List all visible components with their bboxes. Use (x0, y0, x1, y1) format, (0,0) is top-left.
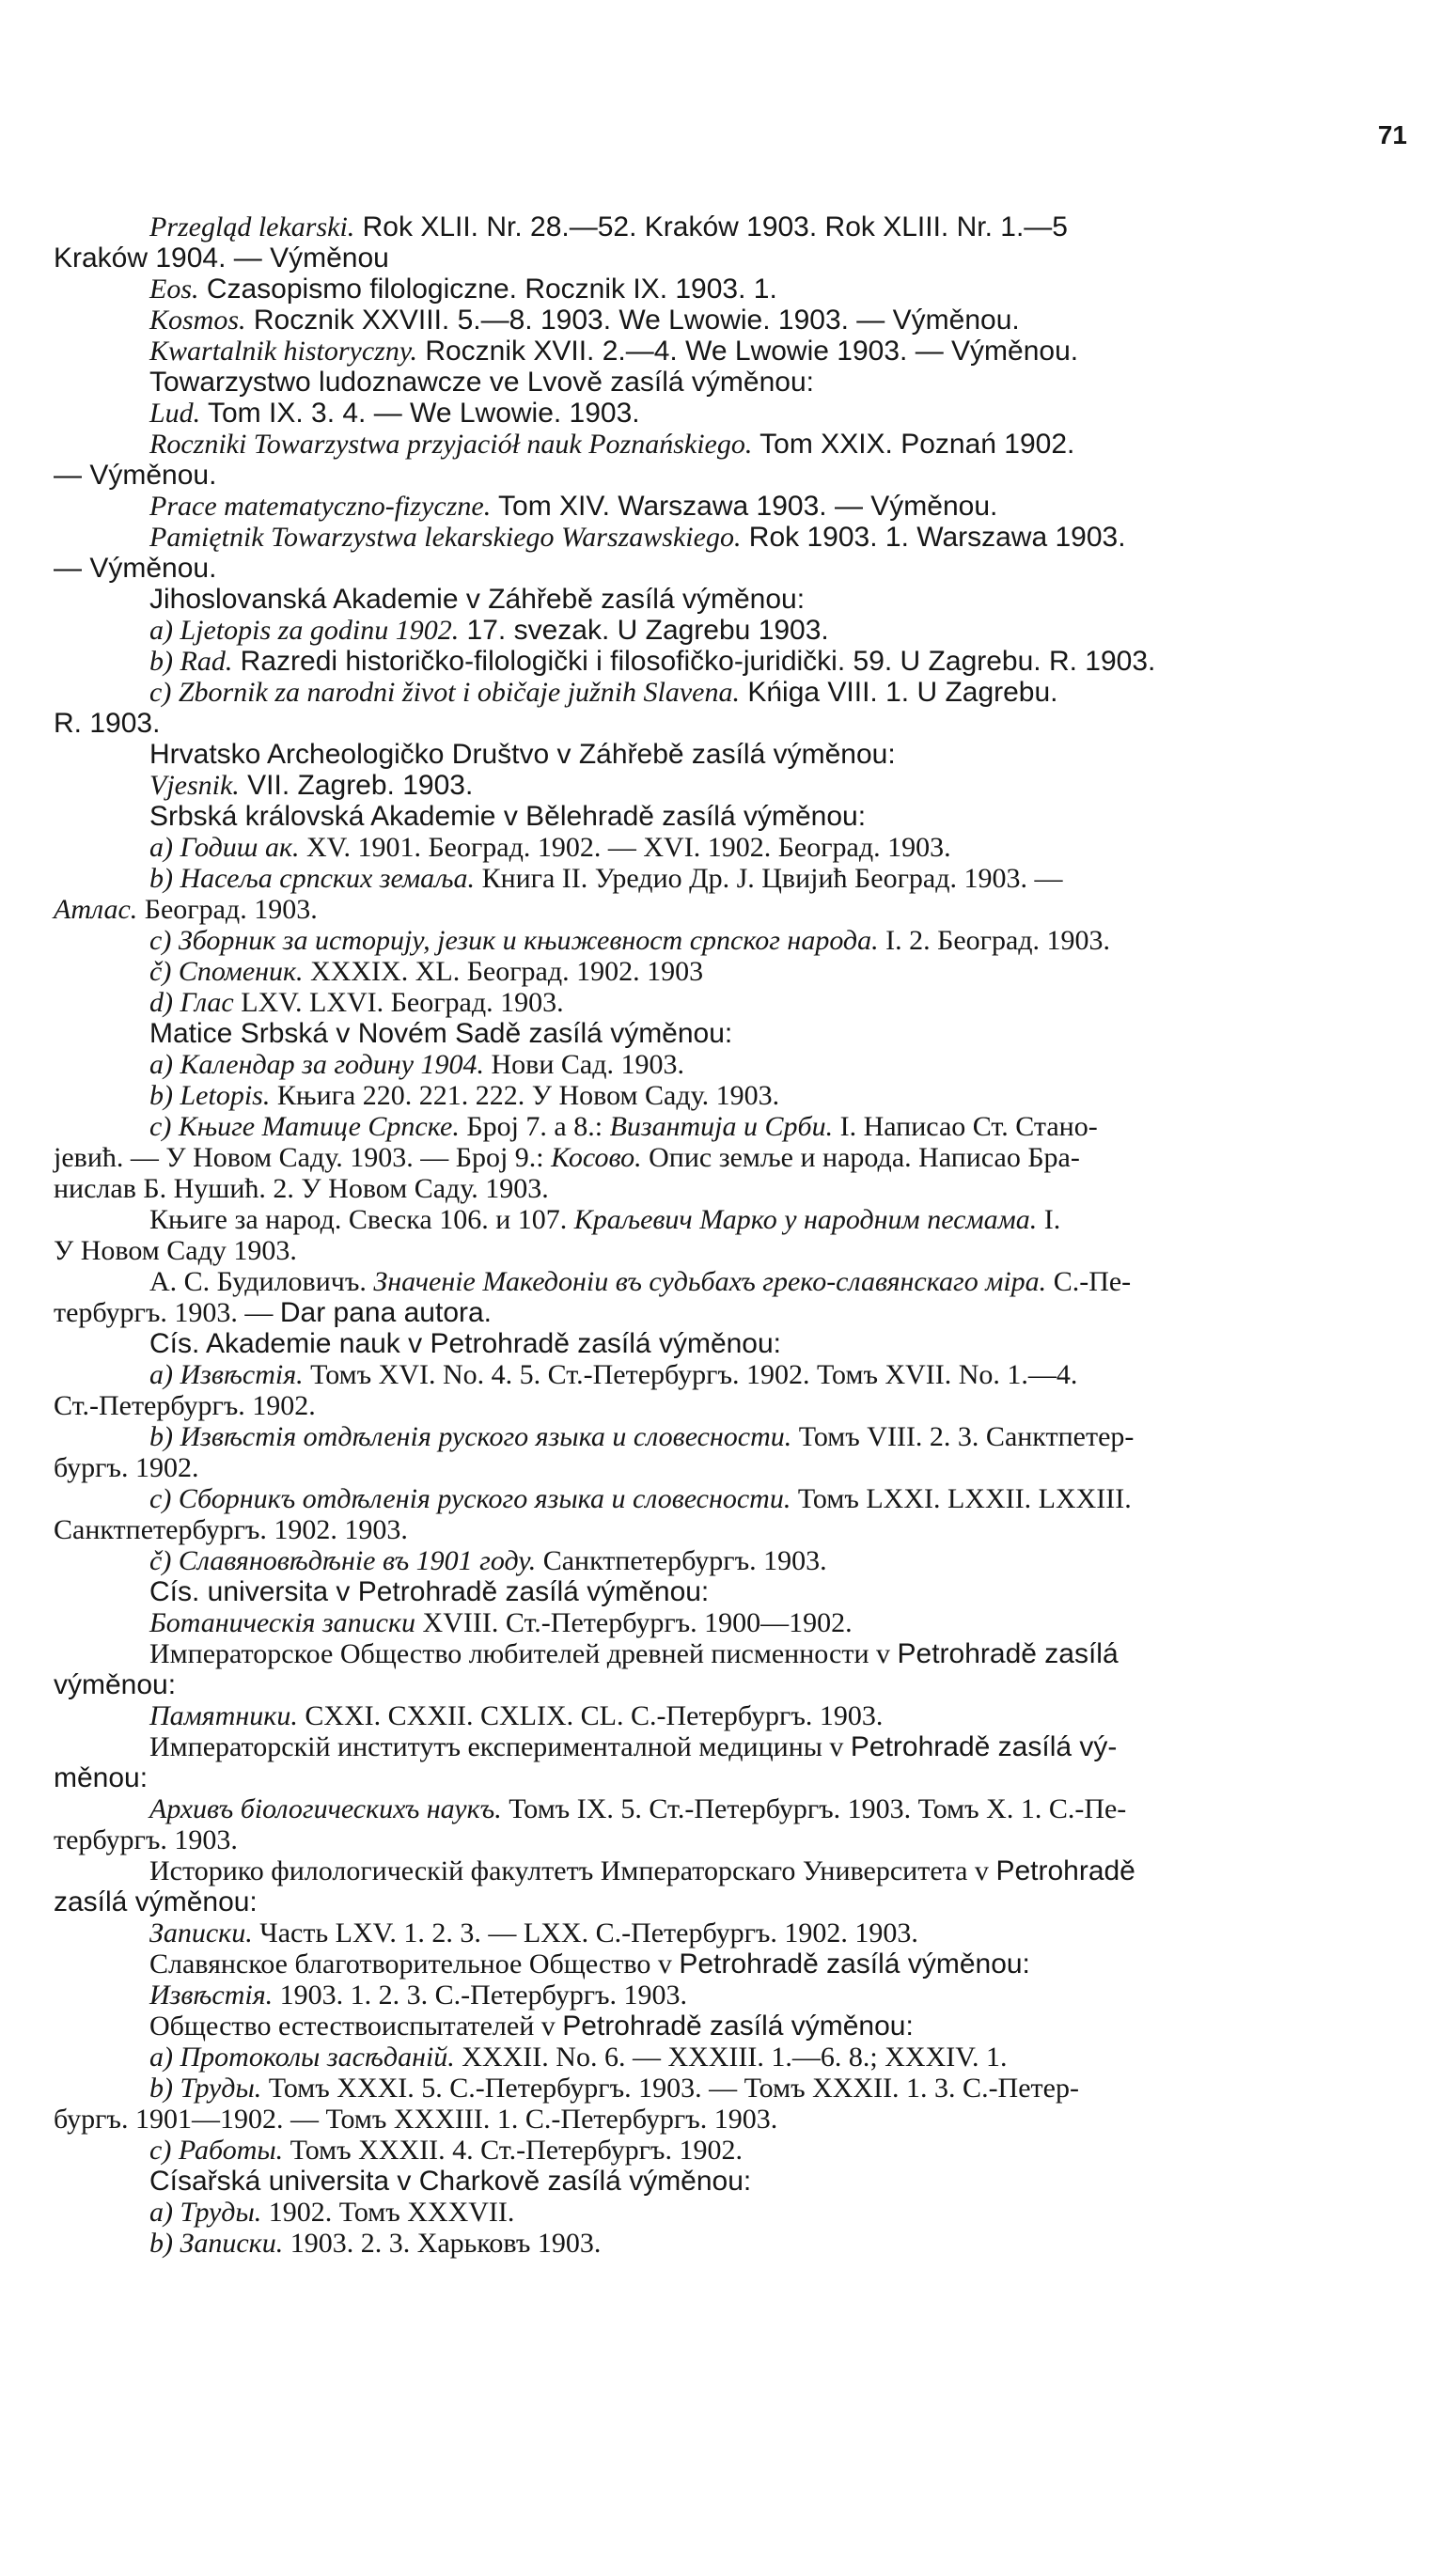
italic-title: a) (149, 832, 180, 863)
text-run: Томъ VIII. 2. 3. Санктпетер- (791, 1421, 1135, 1452)
text-line (54, 1452, 1407, 1483)
text-run: Опис земље и народа. Написао Бра- (641, 1142, 1080, 1173)
text-line (54, 1700, 1407, 1731)
italic-title: Значеніе Македоніи въ судьбахъ греко-славянскаго міра. (373, 1266, 1047, 1297)
italic-title: b) (149, 2228, 180, 2259)
italic-title: Косово. (551, 1142, 642, 1173)
text-line (54, 522, 1407, 553)
text-run: бургъ. 1902. (54, 1452, 199, 1483)
page-number: 71 (1377, 120, 1407, 149)
text-line (54, 1793, 1407, 1824)
text-line (54, 1762, 1407, 1793)
text-run: бургъ. 1901—1902. — Томъ XXXIII. 1. С.-Петербургъ. 1903. (54, 2104, 778, 2135)
text-run: R. 1903. (54, 708, 161, 739)
text-run: Petrohradě (995, 1855, 1135, 1886)
text-line (54, 2042, 1407, 2073)
text-run: Towarzystwo ludoznawcze ve Lvově zasílá výměnou: (149, 367, 814, 398)
italic-title: Споменик. (178, 956, 304, 987)
text-run: VII. Zagreb. 1903. (239, 770, 474, 801)
text-line (54, 2135, 1407, 2166)
text-line (54, 2104, 1407, 2135)
italic-title: Књиге Матице Српске. (178, 1111, 460, 1142)
italic-title: Eos. (149, 274, 199, 305)
text-run: — Výměnou. (54, 460, 217, 491)
text-run: CXXI. CXXII. CXLIX. CL. С.-Петербургъ. 1903. (297, 1700, 884, 1731)
text-line (54, 1576, 1407, 1607)
text-run: XXXIX. XL. Београд. 1902. 1903 (303, 956, 704, 987)
italic-title: b) (149, 646, 180, 677)
text-line (54, 1266, 1407, 1297)
italic-title: Памятники. (149, 1700, 298, 1731)
text-line (54, 677, 1407, 708)
italic-title: c) (149, 2135, 179, 2166)
italic-title: Сборникъ отдѣленія руского языка и словесности. (178, 1483, 791, 1514)
text-line (54, 1607, 1407, 1638)
italic-title: a) (149, 1359, 180, 1390)
text-line (54, 1235, 1407, 1266)
text-run: Tom IX. 3. 4. — We Lwowie. 1903. (200, 398, 640, 429)
text-run: Санктпетербургъ. 1902. 1903. (54, 1514, 408, 1545)
italic-title: Pamiętnik Towarzystwa lekarskiego Warszawskiego. (149, 522, 742, 553)
italic-title: Краљевич Марко у народним песмама. (573, 1204, 1038, 1235)
text-line (54, 274, 1407, 305)
text-line (54, 987, 1407, 1018)
text-run: XVIII. Ст.-Петербургъ. 1900—1902. (415, 1607, 853, 1638)
italic-title: Архивъ біологическихъ наукъ. (149, 1793, 502, 1824)
text-run: I. Написао Ст. Стано- (833, 1111, 1098, 1142)
text-line (54, 1669, 1407, 1700)
text-line (54, 305, 1407, 336)
text-run: Petrohradě zasílá vý- (850, 1731, 1118, 1762)
text-line (54, 367, 1407, 398)
text-run: Нови Сад. 1903. (484, 1049, 684, 1080)
text-line (54, 553, 1407, 584)
text-line (54, 1297, 1407, 1328)
text-run: XV. 1901. Београд. 1902. — XVI. 1902. Београд. 1903. (299, 832, 951, 863)
text-run: У Новом Саду 1903. (54, 1235, 297, 1266)
text-line (54, 1421, 1407, 1452)
text-run: А. С. Будиловичъ. (149, 1266, 374, 1297)
italic-title: c) (149, 925, 179, 956)
italic-title: Атлас. (54, 894, 138, 925)
text-run: XXXII. No. 6. — XXXIII. 1.—6. 8.; XXXIV. 1. (454, 2042, 1008, 2073)
text-line (54, 615, 1407, 646)
text-line (54, 584, 1407, 615)
text-line (54, 2166, 1407, 2197)
text-run: Томъ XXXI. 5. С.-Петербургъ. 1903. — Томъ XXXII. 1. 3. С.-Петер- (261, 2073, 1079, 2104)
italic-title: Насеља српских земаља. (180, 863, 476, 894)
text-line (54, 1545, 1407, 1576)
text-run: I. (1037, 1204, 1061, 1235)
text-line (54, 739, 1407, 770)
document-body (54, 211, 1407, 2259)
italic-title: Извѣстія отдѣленія руского языка и словесности. (180, 1421, 792, 1452)
italic-title: Przegląd lekarski. (149, 211, 355, 243)
italic-title: Letopis. (180, 1080, 271, 1111)
italic-title: Труды. (180, 2073, 262, 2104)
text-line (54, 1980, 1407, 2011)
text-run: Београд. 1903. (137, 894, 318, 925)
italic-title: Rad. (180, 646, 233, 677)
text-run: Томъ XXXII. 4. Ст.-Петербургъ. 1902. (283, 2135, 743, 2166)
italic-title: Записки. (180, 2228, 284, 2259)
text-run: Kńiga VIII. 1. U Zagrebu. (740, 677, 1058, 708)
italic-title: Календар за годину 1904. (180, 1049, 485, 1080)
italic-title: a) (149, 2197, 180, 2228)
text-line (54, 1173, 1407, 1204)
text-line (54, 646, 1407, 677)
text-run: zasílá výměnou: (54, 1886, 258, 1917)
text-line (54, 1111, 1407, 1142)
text-line (54, 2228, 1407, 2259)
italic-title: Работы. (178, 2135, 284, 2166)
text-run: Tom XIV. Warszawa 1903. — Výměnou. (491, 491, 998, 522)
text-run: Императорское Общество любителей древней писменности v (149, 1638, 898, 1669)
text-line (54, 460, 1407, 491)
text-run: Књиге за народ. Свеска 106. и 107. (149, 1204, 574, 1235)
italic-title: a) (149, 2042, 180, 2073)
italic-title: b) (149, 2073, 180, 2104)
text-run: Dar pana autora. (279, 1297, 493, 1328)
text-line (54, 956, 1407, 987)
italic-title: Византија и Срби. (609, 1111, 834, 1142)
italic-title: c) (149, 1483, 179, 1514)
text-run: Славянское благотворительное Общество v (149, 1948, 680, 1980)
text-run: нислав Б. Нушић. 2. У Новом Саду. 1903. (54, 1173, 549, 1204)
text-run: měnou: (54, 1762, 149, 1793)
italic-title: Годиш ак. (180, 832, 300, 863)
text-run: Rok 1903. 1. Warszawa 1903. (741, 522, 1126, 553)
text-run: Томъ XVI. No. 4. 5. Ст.-Петербургъ. 1902. Томъ XVII. No. 1.—4. (303, 1359, 1078, 1390)
text-run: Cís. Akademie nauk v Petrohradě zasílá výměnou: (149, 1328, 782, 1359)
italic-title: Zbornik za narodni život i običaje južnih Slavena. (178, 677, 740, 708)
text-run: С.-Пе- (1046, 1266, 1132, 1297)
text-line (54, 1886, 1407, 1917)
text-run: тербургъ. 1903. — (54, 1297, 280, 1328)
text-run: Књига 220. 221. 222. У Новом Саду. 1903. (270, 1080, 780, 1111)
italic-title: č) (149, 956, 179, 987)
text-line (54, 1080, 1407, 1111)
text-run: Rok XLII. Nr. 28.—52. Kraków 1903. Rok XLIII. Nr. 1.—5 (354, 211, 1068, 243)
italic-title: c) (149, 677, 179, 708)
italic-title: Записки. (149, 1917, 253, 1948)
text-run: Историко филологическій факултетъ Императорскаго Университета v (149, 1855, 996, 1886)
text-run: Rocznik XVII. 2.—4. We Lwowie 1903. — Výměnou. (417, 336, 1079, 367)
text-run: Kraków 1904. — Výměnou (54, 243, 389, 274)
text-line (54, 336, 1407, 367)
text-run: 1902. Томъ XXXVII. (261, 2197, 515, 2228)
italic-title: Зборник за историју, језик и књижевност српског народа. (178, 925, 879, 956)
text-run: — Výměnou. (54, 553, 217, 584)
text-run: тербургъ. 1903. (54, 1824, 238, 1855)
text-line (54, 1142, 1407, 1173)
text-line (54, 1049, 1407, 1080)
text-line (54, 243, 1407, 274)
text-run: Srbská královská Akademie v Bělehradě zasílá výměnou: (149, 801, 867, 832)
italic-title: a) (149, 615, 180, 646)
text-run: Razredi historičko-filologički i filosofičko-juridički. 59. U Zagrebu. R. 1903. (232, 646, 1156, 677)
text-line (54, 1638, 1407, 1669)
italic-title: Протоколы засѣданій. (180, 2042, 455, 2073)
text-line (54, 770, 1407, 801)
italic-title: Lud. (149, 398, 201, 429)
text-run: Czasopismo filologiczne. Rocznik IX. 1903. 1. (198, 274, 777, 305)
italic-title: Ботаническія записки (149, 1607, 416, 1638)
text-line (54, 2011, 1407, 2042)
text-run: Cís. universita v Petrohradě zasílá výměnou: (149, 1576, 710, 1607)
italic-title: Ljetopis za godinu 1902. (180, 615, 460, 646)
text-run: výměnou: (54, 1669, 177, 1700)
text-run: Общество естествоиспытателей v (149, 2011, 563, 2042)
italic-title: Извѣстія. (149, 1980, 274, 2011)
text-run: LXV. LXVI. Београд. 1903. (233, 987, 564, 1018)
text-run: 1903. 2. 3. Харьковъ 1903. (283, 2228, 602, 2259)
text-line (54, 1948, 1407, 1980)
text-run: Petrohradě zasílá výměnou: (679, 1948, 1030, 1980)
italic-title: b) (149, 1421, 180, 1452)
text-run: Hrvatsko Archeologičko Društvo v Záhřebě zasílá výměnou: (149, 739, 896, 770)
italic-title: Kwartalnik historyczny. (149, 336, 417, 367)
italic-title: a) (149, 1049, 180, 1080)
text-run: Часть LXV. 1. 2. 3. — LXX. С.-Петербургъ. 1902. 1903. (252, 1917, 918, 1948)
text-line (54, 1359, 1407, 1390)
text-line (54, 1824, 1407, 1855)
text-line (54, 1204, 1407, 1235)
italic-title: Труды. (180, 2197, 262, 2228)
text-line (54, 1514, 1407, 1545)
text-line (54, 2197, 1407, 2228)
italic-title: Извѣстія. (180, 1359, 304, 1390)
italic-title: b) (149, 863, 180, 894)
text-line (54, 2073, 1407, 2104)
text-run: Книга II. Уредио Др. J. Цвијић Београд. 1903. — (475, 863, 1063, 894)
text-line (54, 832, 1407, 863)
text-run: Tom XXIX. Poznań 1902. (752, 429, 1075, 460)
italic-title: Kosmos. (149, 305, 246, 336)
text-run: I. 2. Београд. 1903. (878, 925, 1111, 956)
text-run: Ст.-Петербургъ. 1902. (54, 1390, 316, 1421)
text-line (54, 429, 1407, 460)
text-line (54, 894, 1407, 925)
text-line (54, 1328, 1407, 1359)
italic-title: d) (149, 987, 180, 1018)
italic-title: b) (149, 1080, 180, 1111)
text-line (54, 1731, 1407, 1762)
text-line (54, 398, 1407, 429)
text-run: Císařská universita v Charkově zasílá výměnou: (149, 2166, 752, 2197)
text-run: Jihoslovanská Akademie v Záhřebě zasílá výměnou: (149, 584, 806, 615)
text-line (54, 211, 1407, 243)
text-line (54, 708, 1407, 739)
text-run: Matice Srbská v Novém Sadě zasílá výměnou: (149, 1018, 733, 1049)
italic-title: Vjesnik. (149, 770, 240, 801)
text-run: Petrohradě zasílá (897, 1638, 1119, 1669)
text-line (54, 1018, 1407, 1049)
text-run: Санктпетербургъ. 1903. (536, 1545, 827, 1576)
text-run: 1903. 1. 2. 3. С.-Петербургъ. 1903. (273, 1980, 688, 2011)
text-line (54, 925, 1407, 956)
text-line (54, 1390, 1407, 1421)
text-line (54, 1917, 1407, 1948)
text-run: Томъ IX. 5. Ст.-Петербургъ. 1903. Томъ X. 1. С.-Пе- (501, 1793, 1127, 1824)
italic-title: c) (149, 1111, 179, 1142)
text-run: Petrohradě zasílá výměnou: (562, 2011, 914, 2042)
text-run: јевић. — У Новом Саду. 1903. — Број 9.: (54, 1142, 552, 1173)
text-run: Број 7. а 8.: (459, 1111, 610, 1142)
text-run: Томъ LXXI. LXXII. LXXIII. (791, 1483, 1132, 1514)
italic-title: Славяновѣдѣніе въ 1901 году. (178, 1545, 537, 1576)
text-run: 17. svezak. U Zagrebu 1903. (459, 615, 829, 646)
text-line (54, 801, 1407, 832)
text-line (54, 863, 1407, 894)
italic-title: Глас (180, 987, 234, 1018)
text-line (54, 1483, 1407, 1514)
text-line (54, 1855, 1407, 1886)
italic-title: Prace matematyczno-fizyczne. (149, 491, 492, 522)
italic-title: č) (149, 1545, 179, 1576)
italic-title: Roczniki Towarzystwa przyjaciół nauk Poznańskiego. (149, 429, 753, 460)
text-line (54, 491, 1407, 522)
text-run: Императорскій институтъ експерименталной медицины v (149, 1731, 851, 1762)
text-run: Rocznik XXVIII. 5.—8. 1903. We Lwowie. 1903. — Výměnou. (245, 305, 1020, 336)
